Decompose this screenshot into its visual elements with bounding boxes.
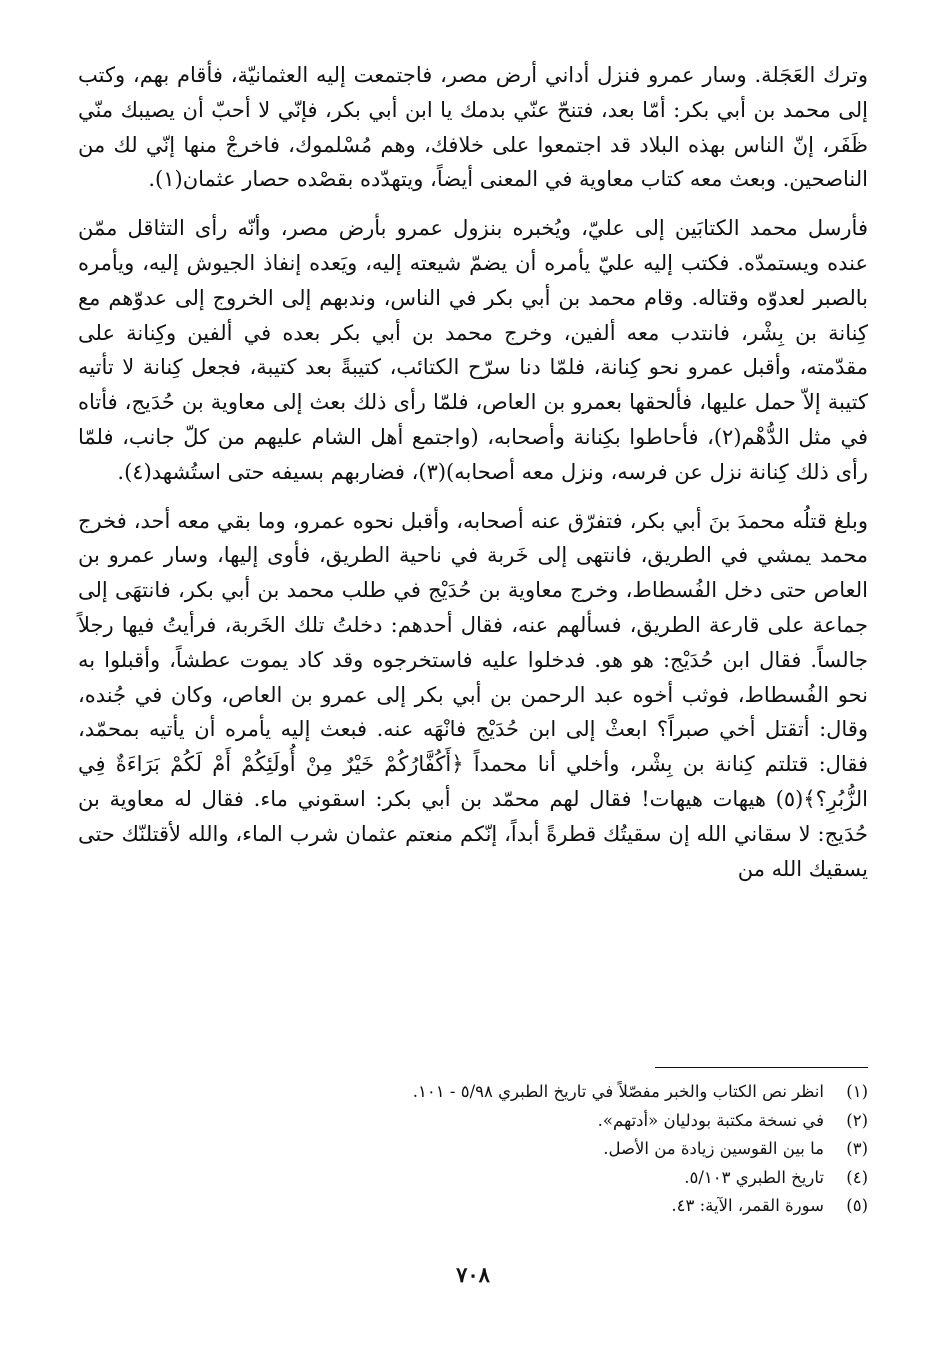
footnote-number: (٤): [846, 1167, 868, 1187]
paragraph-1: وترك العَجَلة. وسار عمرو فنزل أداني أرض مصر، فاجتمعت إليه العثمانيّة، فأقام بهم، وكتب إلى محمد بن أبي بكر: أمّا بعد، فتنحّ عنّي بدمك يا ابن أبي بكر، فإنّي لا أحبّ أن يصيبك منّي ظَفَر، إنّ الناس بهذه البلاد قد اجتمعوا على خلافك، وهم مُسْلموك، فاخرجْ منها إنّي لك من الناصحين. وبعث معه كتاب معاوية في المعنى أيضاً، ويتهدّده بقصْده حصار عثمان(١).: [78, 63, 868, 192]
footnote-4: [168, 1164, 868, 1193]
footnote-number: (٥): [846, 1196, 868, 1215]
footnote-text: انظر نص الكتاب والخبر مفصّلاً في تاريخ الطبري ٥/٩٨ - ١٠١.: [412, 1082, 824, 1101]
footnote-5: [168, 1192, 868, 1221]
footnote-text: ما بين القوسين زيادة من الأصل.: [603, 1139, 824, 1158]
footnotes: [168, 1078, 868, 1221]
paragraph-3: وبلغ قتلُه محمدَ بنَ أبي بكر، فتفرّق عنه أصحابه، وأقبل نحوه عمرو، وما بقي معه أحد، فخرج محمد يمشي في الطريق، فانتهى إلى خَربة في ناحية الطريق، فأوى إليها، وسار عمرو بن العاص حتى دخل الفُسطاط، وخرج معاوية بن حُدَيْج في طلب محمد بن أبي بكر، فانتهَى إلى جماعة على قارعة الطريق، فسألهم عنه، فقال أحدهم: دخلتُ تلك الخَربة، فرأيتُ فيها رجلاً جالساً. فقال ابن حُدَيْج: هو هو. فدخلوا عليه فاستخرجوه وقد كاد يموت عطشاً، وأقبلوا به نحو الفُسطاط، فوثب أخوه عبد الرحمن بن أبي بكر إلى عمرو بن العاص، وكان في جُنده، وقال: أتقتل أخي صبراً؟ ابعثْ إلى ابن حُدَيْج فانْهَه عنه. فبعث إليه يأمره أن يأتيه بمحمّد، فقال: قتلتم كِنانة بن بِشْر، وأخلي أنا محمداً ﴿أَكُفَّارُكُمْ خَيْرٌ مِنْ أُولَئِكُمْ أَمْ لَكُمْ بَرَاءَةٌ فِي الزُّبُرِ؟﴾(٥) هيهات هيهات! فقال لهم محمّد بن أبي بكر: اسقوني ماء. فقال له معاوية بن حُدَيج: لا سقاني الله إن سقيتُك قطرةً أبداً، إنّكم منعتم عثمان شرب الماء، والله لأقتلنّك حتى يسقيك الله من: [78, 508, 868, 881]
footnote-3: [168, 1135, 868, 1164]
footnote-text: في نسخة مكتبة بودليان «أدتهم».: [597, 1110, 824, 1130]
footnote-divider: [655, 1067, 868, 1068]
footnote-number: (٣): [846, 1139, 868, 1158]
footnote-1: [168, 1078, 868, 1107]
page-number: ٧٠٨: [456, 1262, 490, 1287]
footnote-number: (١): [846, 1082, 868, 1101]
footnote-text: تاريخ الطبري ٥/١٠٣.: [684, 1167, 824, 1187]
footnote-number: (٢): [846, 1110, 868, 1130]
footnote-text: سورة القمر، الآية: ٤٣.: [671, 1196, 824, 1215]
main-text: [78, 58, 868, 900]
footnote-2: [168, 1107, 868, 1136]
paragraph-2: فأرسل محمد الكتابَين إلى عليّ، ويُخبره بنزول عمرو بأرض مصر، وأنّه رأى التثاقل ممّن عنده ويستمدّه. فكتب إليه عليّ يأمره أن يضمّ شيعته إليه، ويَعده إنفاذ الجيوش إليه، ويأمره بالصبر لعدوّه وقتاله. وقام محمد بن أبي بكر في الناس، وندبهم إلى الخروج إلى عدوّهم مع كِنانة بن بِشْر، فانتدب معه ألفين، وخرج محمد بن أبي بكر بعده في ألفين وكِنانة على مقدّمته، وأقبل عمرو نحو كِنانة، فلمّا دنا سرّح الكتائب، كتيبةً بعد كتيبة، فجعل كِنانة لا تأتيه كتيبة إلاّ حمل عليها، فألحقها بعمرو بن العاص، فلمّا رأى ذلك بعث إلى معاوية بن حُدَيج، فأتاه في مثل الدُّهْم(٢)، فأحاطوا بكِنانة وأصحابه، (واجتمع أهل الشام عليهم من كلّ جانب، فلمّا رأى ذلك كِنانة نزل عن فرسه، ونزل معه أصحابه)(٣)، فضاربهم بسيفه حتى استُشهد(٤).: [78, 216, 868, 484]
